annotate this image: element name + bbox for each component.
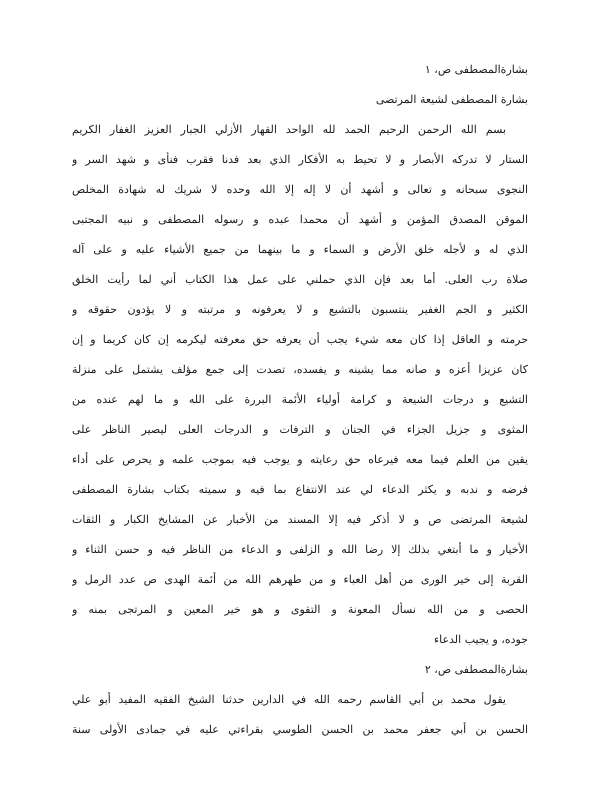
text-line: الذي له و لأجله خلق الأرض و السماء و ما بينهما من جميع الأشياء عليه و على آله [72,243,528,256]
text-line: الستار لا تدركه الأبصار و لا تحيط به الأفكار الذي بعد فدنا فقرب فنأى و شهد السر و [72,153,528,166]
text-line: الكثير و الجم الغفير ينتسبون بالتشيع و لا يعرفونه و مرتبته و لا يؤدون حقوقه و [72,303,528,316]
text-line: الحسن بن أبي جعفر محمد بن الحسن الطوسي بقراءتي عليه في جمادى الأولى سنة [72,723,528,736]
text-line: فرضه و ندبه و يكثر الدعاء لي عند الانتفاع بما فيه و سميته بكتاب بشارة المصطفى [72,483,528,496]
document-page [72,62,528,752]
text-line: التشيع و درجات الشيعة و كرامة أولياء الأئمة البررة على الله و ما لهم عنده من [72,393,528,406]
text-line: يقول محمد بن أبي القاسم رحمه الله في الدارين حدثنا الشيخ الفقيه المفيد أبو علي [72,693,506,706]
text-line: يقين من العلم فيما معه فيرعاه حق رعايته و يوجب فيه بموجب علمه و يحرص على أداء [72,453,528,466]
text-line: القربة إلى خير الورى من أهل العباء و من طهرهم الله من أئمة الهدى ص عدد الرمل و [72,573,528,586]
text-line: الأخيار و ما أبتغي بذلك إلا رضا الله و الزلفى و الدعاء من الناظر فيه و حسن الثناء و [72,543,528,556]
text-line: النجوى سبحانه و تعالى و أشهد أن لا إله إلا الله وحده لا شريك له شهادة المخلص [72,183,528,196]
text-line: كان عزيزا أعزه و صانه مما يشينه و يفسده، تصدت إلى جمع مؤلف يشتمل على منزلة [72,363,528,376]
text-line: الحصى و من الله نسأل المعونة و التقوى و هو خير المعين و المرتجى بمنه و [72,603,528,616]
page-header: بشارةالمصطفى ص، ٢ [424,663,528,676]
text-line: بسم الله الرحمن الرحيم الحمد لله الواحد القهار الأزلي الجبار العزيز الغفار الكريم [72,123,506,136]
text-line: المثوى و جزيل الجزاء في الجنان و الترفات و الدرجات العلى ليصير الناظر على [72,423,528,436]
text-line: حرمته و العاقل إذا كان معه شيء يجب أن يعرفه حق معرفته ليكرمه إن كان كريما و إن [72,333,528,346]
book-title: بشارة المصطفى لشيعة المرتضى [375,93,528,106]
text-line: لشيعة المرتضى ص و لا أذكر فيه إلا المسند من الأخبار عن المشايخ الكبار و الثقات [72,513,528,526]
text-line: جوده، و يجيب الدعاء [433,633,528,646]
text-line: صلاة رب العلى. أما بعد فإن الذي حملني على عمل هذا الكتاب أني لما رأيت الخلق [72,273,528,286]
page-header: بشارةالمصطفى ص، ١ [424,63,528,76]
text-line: الموقن المصدق المؤمن و أشهد أن محمدا عبده و رسوله المصطفى و نبيه المجتبى [72,213,528,226]
